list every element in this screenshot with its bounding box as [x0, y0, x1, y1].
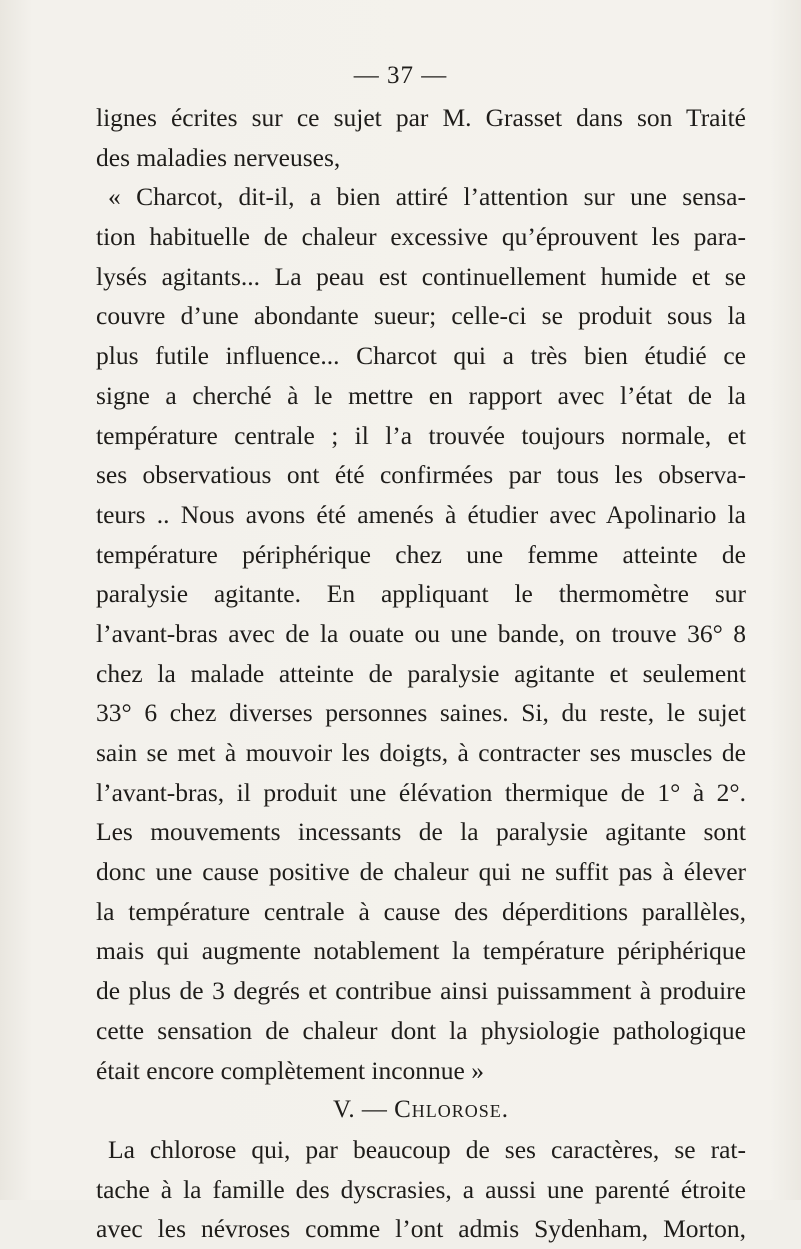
text-line: paralysie agitante. En appliquant le thermomètre sur [96, 579, 746, 609]
text-line: ses observatious ont été confirmées par tous les observa- [96, 460, 746, 490]
text-line: tion habituelle de chaleur excessive qu’éprouvent les para- [96, 222, 746, 252]
text-line: « Charcot, dit-il, a bien attiré l’attention sur une sensa- [108, 182, 746, 212]
text-line: lignes écrites sur ce sujet par M. Grasset dans son Traité [96, 103, 746, 132]
text-line: Les mouvements incessants de la paralysie agitante sont [96, 817, 746, 847]
text-line: lysés agitants... La peau est continuellement humide et se [96, 261, 746, 291]
text-line: chez la malade atteinte de paralysie agitante et seulement [96, 658, 746, 688]
text-line: signe a cherché à le mettre en rapport avec l’état de la [96, 380, 746, 410]
text-line: donc une cause positive de chaleur qui ne suffit pas à élever [96, 857, 746, 887]
text-line: température centrale ; il l’a trouvée toujours normale, et [96, 420, 746, 450]
text-line: plus futile influence... Charcot qui a très bien étudié ce [96, 341, 746, 371]
text-line: couvre d’une abondante sueur; celle-ci se produit sous la [96, 301, 746, 331]
section-heading-number: V. — [332, 1096, 395, 1124]
text-line: sain se met à mouvoir les doigts, à contracter ses muscles de [96, 738, 746, 767]
text-line: avec les névroses comme l’ont admis Sydenham, Morton, [96, 1214, 746, 1244]
text-line: cette sensation de chaleur dont la physiologie pathologique [96, 1015, 746, 1045]
page-number: — 37 — [353, 62, 448, 89]
text-line: l’avant-bras avec de la ouate ou une bande, on trouve 36° 8 [96, 618, 746, 648]
text-line: des maladies nerveuses, [96, 142, 341, 172]
text-line: tache à la famille des dyscrasies, a aussi une parenté étroite [96, 1174, 746, 1204]
text-line: était encore complètement inconnue » [96, 1055, 485, 1085]
text-line: 33° 6 chez diverses personnes saines. Si, du reste, le sujet [96, 698, 746, 728]
section-heading [96, 1090, 746, 1130]
text-line: de plus de 3 degrés et contribue ainsi puissamment à produire [96, 976, 746, 1006]
text-line: teurs .. Nous avons été amenés à étudier avec Apolinario la [96, 499, 746, 529]
body-text [96, 98, 746, 1249]
text-line: mais qui augmente notablement la température périphérique [96, 936, 746, 966]
text-line: température périphérique chez une femme atteinte de [96, 539, 746, 569]
section-heading-title: Chlorose. [394, 1096, 510, 1124]
text-line: l’avant-bras, il produit une élévation thermique de 1° à 2°. [96, 777, 746, 807]
text-line: la température centrale à cause des déperditions parallèles, [96, 896, 746, 926]
text-line: La chlorose qui, par beaucoup de ses caractères, se rat- [108, 1134, 746, 1164]
